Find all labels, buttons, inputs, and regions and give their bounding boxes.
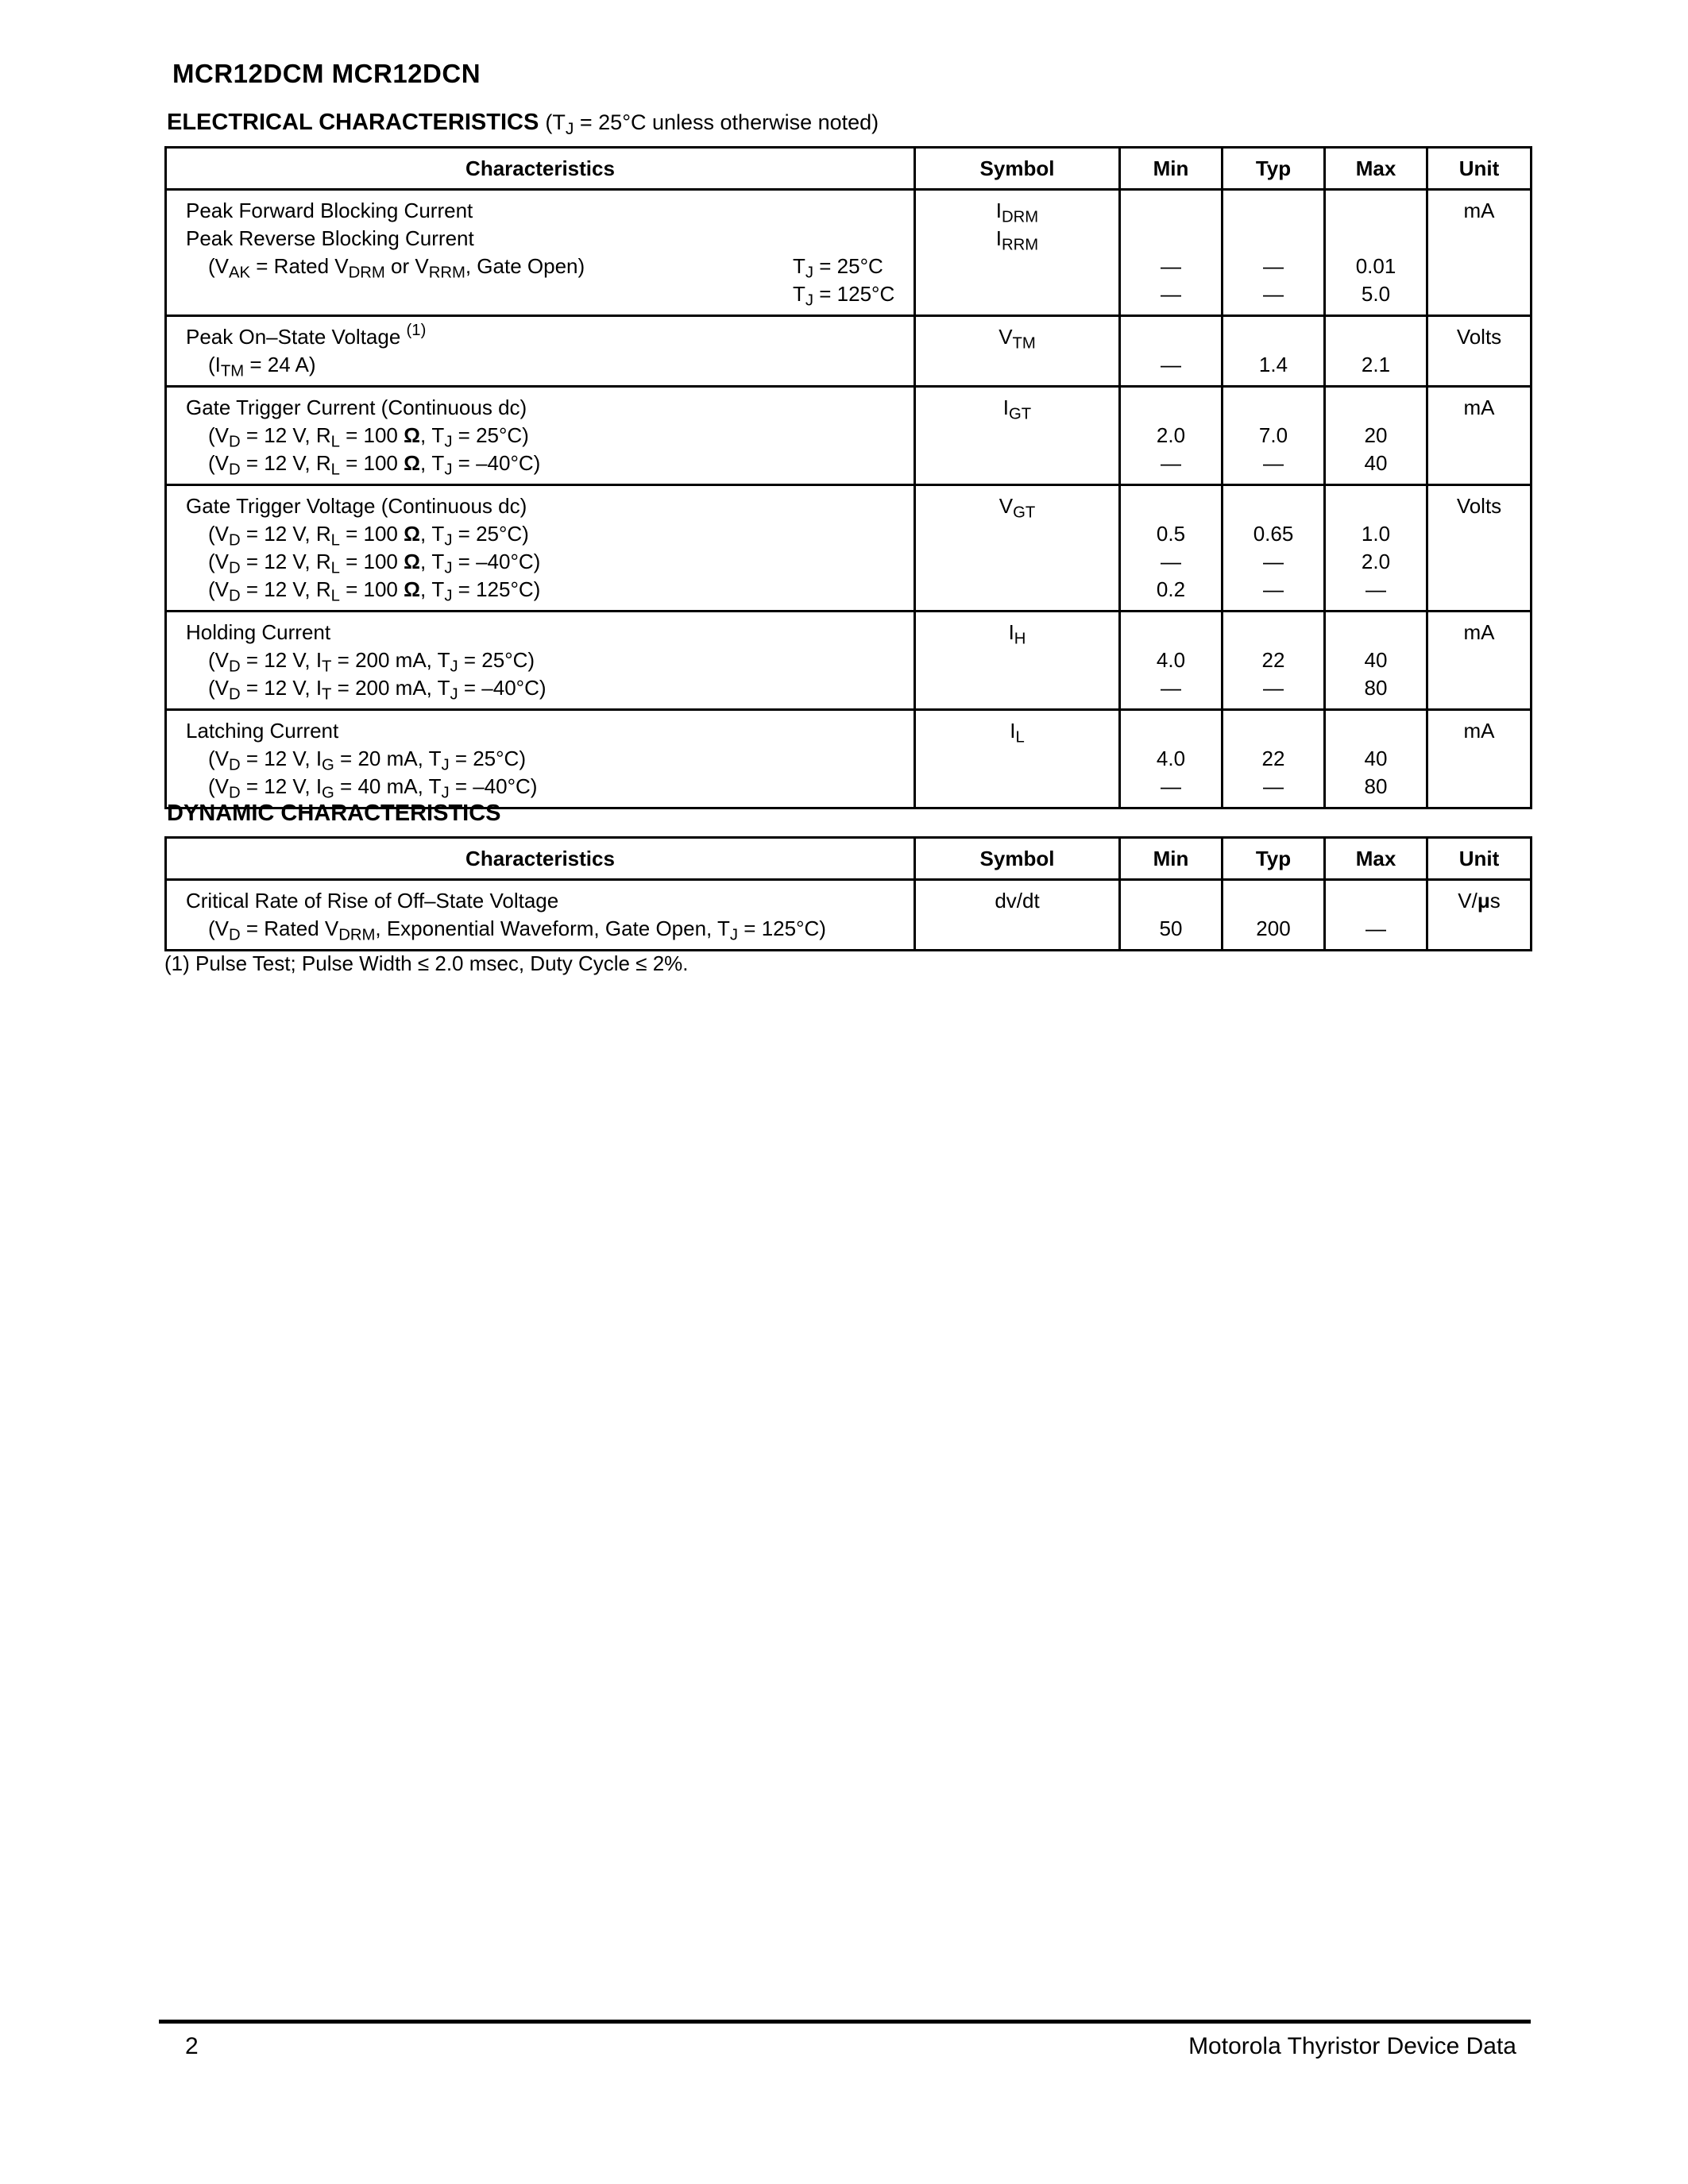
table-header-row xyxy=(166,148,1532,190)
footnote: (1) Pulse Test; Pulse Width ≤ 2.0 msec, Duty Cycle ≤ 2%. xyxy=(164,951,689,975)
min-cell: 0.5 — 0.2 xyxy=(1120,485,1223,612)
column-header: Min xyxy=(1120,148,1223,190)
column-header: Symbol xyxy=(915,148,1120,190)
table-row xyxy=(166,485,1532,612)
min-cell: — xyxy=(1120,316,1223,387)
table-header-row xyxy=(166,838,1532,880)
column-header: Max xyxy=(1325,838,1427,880)
column-header: Typ xyxy=(1223,148,1325,190)
min-cell: 4.0 — xyxy=(1120,710,1223,808)
typ-cell: 200 xyxy=(1223,880,1325,951)
column-header: Unit xyxy=(1427,838,1532,880)
table-row xyxy=(166,387,1532,485)
dynamic-characteristics-table xyxy=(164,836,1532,951)
min-cell: 2.0 — xyxy=(1120,387,1223,485)
table-row xyxy=(166,612,1532,710)
characteristic-cell: Holding Current ($V_D = 12$ V, $I_T = 200$ mA, $T_J = 25^\circ C$) ($V_D = 12$ V, $I_T = 200$ mA, $T_J = -40^\circ C$) xyxy=(166,612,915,710)
column-header: Characteristics xyxy=(166,148,915,190)
column-header: Max xyxy=(1325,148,1427,190)
symbol-cell: $I_H$ xyxy=(915,612,1120,710)
column-header: Symbol xyxy=(915,838,1120,880)
characteristic-cell: Latching Current ($V_D = 12$ V, $I_G = 20$ mA, $T_J = 25^\circ C$) ($V_D = 12$ V, $I_G = 40$ mA, $T_J = -40^\circ C$) xyxy=(166,710,915,808)
symbol-cell: $I_L$ xyxy=(915,710,1120,808)
typ-cell: 7.0 — xyxy=(1223,387,1325,485)
characteristic-cell: Peak Forward Blocking Current Peak Reverse Blocking Current ($V_{AK}$ = Rated $V_{DRM}$ or $V_{RRM}$, Gate Open) $T_J = 25^\circ C$ $T_J = 125^\circ C$ xyxy=(166,190,915,316)
unit-cell: mA xyxy=(1427,612,1532,710)
table-row xyxy=(166,710,1532,808)
max-cell: — xyxy=(1325,880,1427,951)
max-cell: 2.1 xyxy=(1325,316,1427,387)
min-cell: — — xyxy=(1120,190,1223,316)
min-cell: 4.0 — xyxy=(1120,612,1223,710)
footer-rule xyxy=(159,2020,1531,2024)
symbol-cell: $V_{GT}$ xyxy=(915,485,1120,612)
min-cell: 50 xyxy=(1120,880,1223,951)
max-cell: 40 80 xyxy=(1325,710,1427,808)
max-cell: 0.01 5.0 xyxy=(1325,190,1427,316)
electrical-characteristics-heading: ELECTRICAL CHARACTERISTICS ($T_J = 25^\circ C$ unless otherwise noted) xyxy=(167,110,879,138)
table-row xyxy=(166,190,1532,316)
dynamic-characteristics-heading: DYNAMIC CHARACTERISTICS xyxy=(167,801,501,826)
typ-cell: 1.4 xyxy=(1223,316,1325,387)
max-cell: 40 80 xyxy=(1325,612,1427,710)
column-header: Unit xyxy=(1427,148,1532,190)
table-row xyxy=(166,880,1532,951)
symbol-cell: $I_{DRM}$ $I_{RRM}$ xyxy=(915,190,1120,316)
typ-cell: 0.65 — — xyxy=(1223,485,1325,612)
max-cell: 20 40 xyxy=(1325,387,1427,485)
typ-cell: 22 — xyxy=(1223,612,1325,710)
typ-cell: 22 — xyxy=(1223,710,1325,808)
max-cell: 1.0 2.0 — xyxy=(1325,485,1427,612)
characteristic-cell: Gate Trigger Current (Continuous dc) ($V_D = 12$ V, $R_L = 100$ Ω, $T_J = 25^\circ C$) ($V_D = 12$ V, $R_L = 100$ Ω, $T_J = -40^\circ C$) xyxy=(166,387,915,485)
symbol-cell: $I_{GT}$ xyxy=(915,387,1120,485)
table-row xyxy=(166,316,1532,387)
unit-cell: V/μs xyxy=(1427,880,1532,951)
unit-cell: mA xyxy=(1427,190,1532,316)
column-header: Typ xyxy=(1223,838,1325,880)
unit-cell: Volts xyxy=(1427,316,1532,387)
electrical-characteristics-table xyxy=(164,146,1532,809)
page-number: 2 xyxy=(185,2033,199,2059)
unit-cell: mA xyxy=(1427,710,1532,808)
unit-cell: mA xyxy=(1427,387,1532,485)
column-header: Characteristics xyxy=(166,838,915,880)
characteristic-cell: Critical Rate of Rise of Off–State Voltage ($V_D$ = Rated $V_{DRM}$, Exponential Waveform, Gate Open, $T_J = 125^\circ C$) xyxy=(166,880,915,951)
symbol-cell: dv/dt xyxy=(915,880,1120,951)
characteristic-cell: Gate Trigger Voltage (Continuous dc) ($V_D = 12$ V, $R_L = 100$ Ω, $T_J = 25^\circ C$) ($V_D = 12$ V, $R_L = 100$ Ω, $T_J = -40^\circ C$) ($V_D = 12$ V, $R_L = 100$ Ω, $T_J = 125^\circ C$) xyxy=(166,485,915,612)
typ-cell: — — xyxy=(1223,190,1325,316)
column-header: Min xyxy=(1120,838,1223,880)
footer-text: Motorola Thyristor Device Data xyxy=(1188,2033,1516,2059)
unit-cell: Volts xyxy=(1427,485,1532,612)
characteristic-cell: Peak On–State Voltage $^{(1)}$ ($I_{TM} = 24$ A) xyxy=(166,316,915,387)
symbol-cell: $V_{TM}$ xyxy=(915,316,1120,387)
page-title: MCR12DCM MCR12DCN xyxy=(172,59,481,88)
